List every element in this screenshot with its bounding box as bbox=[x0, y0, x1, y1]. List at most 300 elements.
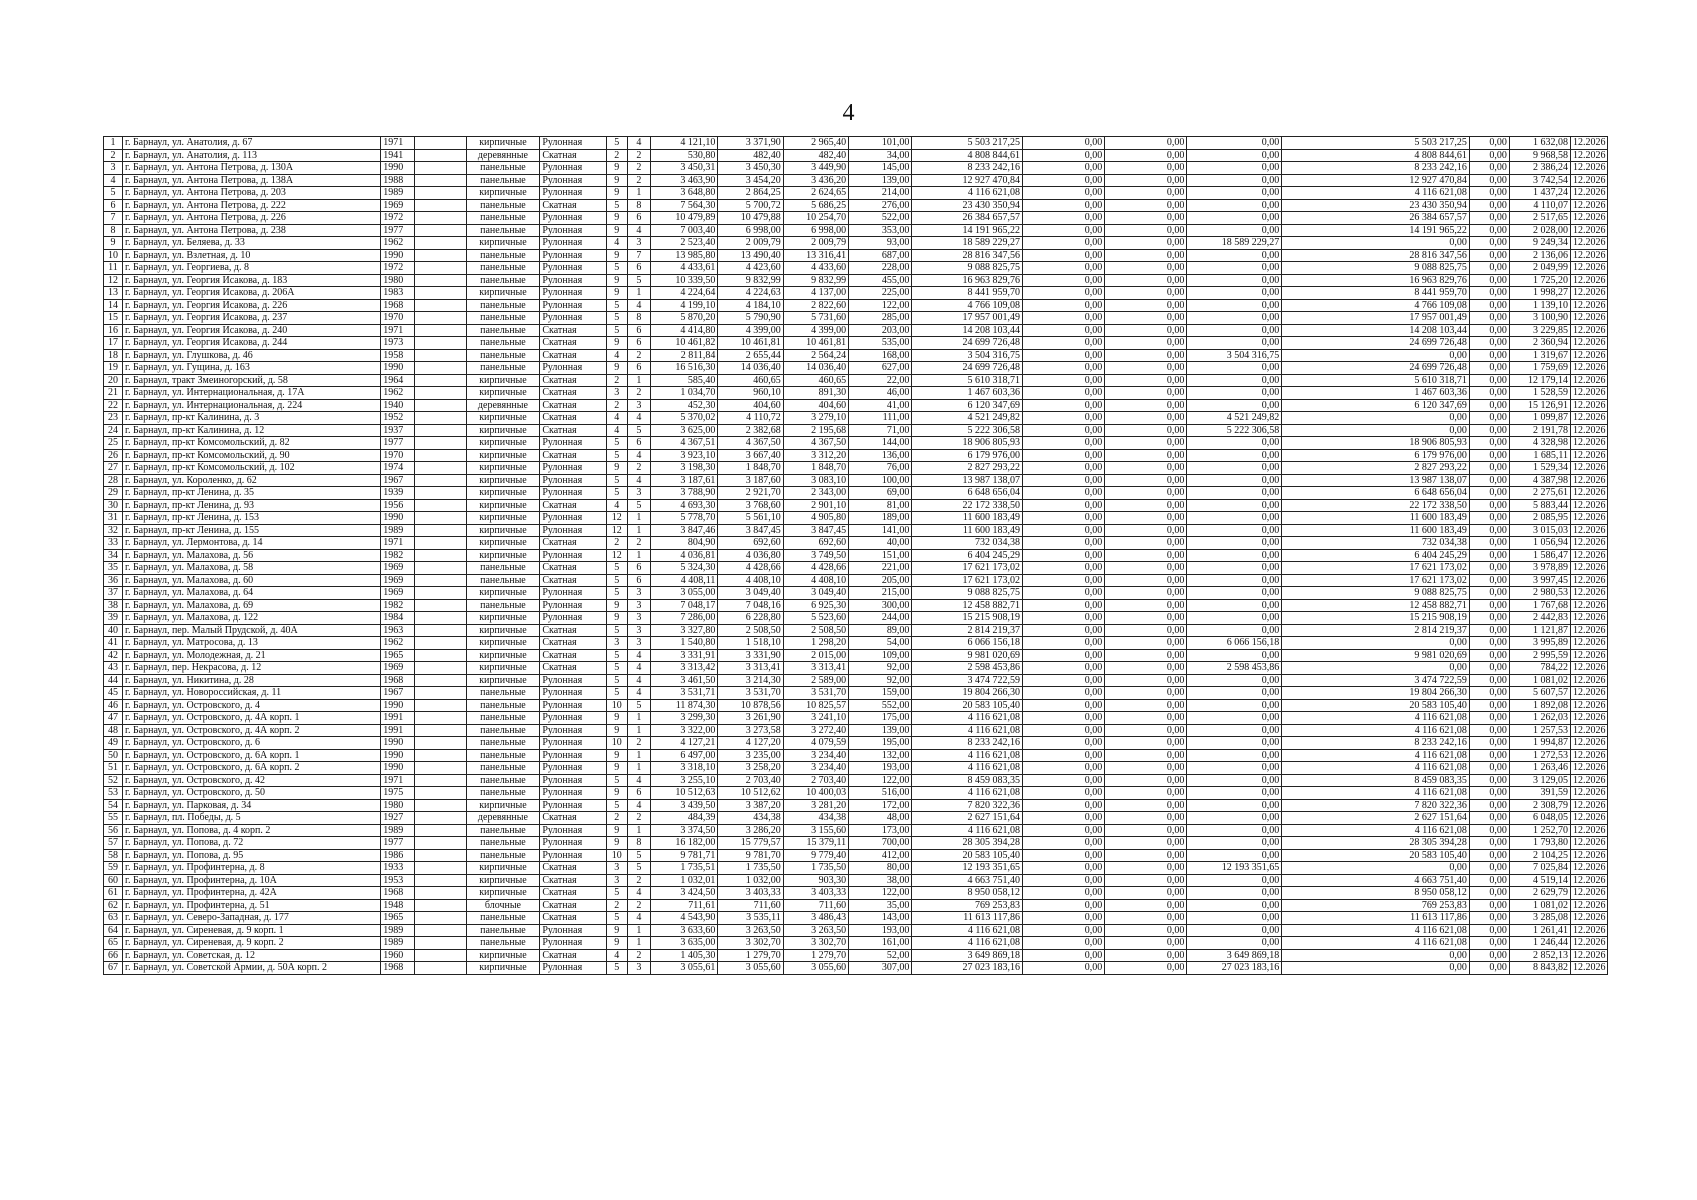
fund-cost-cell: 0,00 bbox=[1022, 424, 1104, 437]
spacer-cell bbox=[414, 762, 466, 775]
fund-cost-cell: 0,00 bbox=[1022, 799, 1104, 812]
local-budget-cell: 3 649 869,18 bbox=[1187, 949, 1282, 962]
unit-cost-cell: 15 126,91 bbox=[1509, 399, 1570, 412]
row-number-cell: 47 bbox=[104, 712, 123, 725]
roof-type-cell: Рулонная bbox=[540, 524, 606, 537]
owners-funds-cell: 9 088 825,75 bbox=[1282, 262, 1470, 275]
deadline-cell: 12.2026 bbox=[1571, 787, 1608, 800]
roof-type-cell: Рулонная bbox=[540, 699, 606, 712]
deadline-cell: 12.2026 bbox=[1571, 224, 1608, 237]
row-number-cell: 17 bbox=[104, 337, 123, 350]
deadline-cell: 12.2026 bbox=[1571, 724, 1608, 737]
spacer-cell bbox=[414, 899, 466, 912]
wall-material-cell: панельные bbox=[466, 299, 540, 312]
total-cost-cell: 14 191 965,22 bbox=[912, 224, 1023, 237]
entrances-cell: 4 bbox=[627, 687, 650, 700]
total-area-cell: 7 286,00 bbox=[650, 612, 717, 625]
total-area-cell: 13 985,80 bbox=[650, 249, 717, 262]
address-cell: г. Барнаул, пр-кт Ленина, д. 153 bbox=[122, 512, 380, 525]
wall-material-cell: кирпичные bbox=[466, 412, 540, 425]
year-cell: 1948 bbox=[381, 899, 415, 912]
fund-cost-cell: 0,00 bbox=[1022, 449, 1104, 462]
fund-cost-cell: 0,00 bbox=[1022, 574, 1104, 587]
spacer-cell bbox=[414, 674, 466, 687]
roof-type-cell: Рулонная bbox=[540, 674, 606, 687]
total-cost-cell: 9 088 825,75 bbox=[912, 262, 1023, 275]
total-area-cell: 10 479,89 bbox=[650, 212, 717, 225]
owners-funds-cell: 8 233 242,16 bbox=[1282, 162, 1470, 175]
entrances-cell: 2 bbox=[627, 162, 650, 175]
total-cost-cell: 12 927 470,84 bbox=[912, 174, 1023, 187]
area-cell: 2 382,68 bbox=[718, 424, 783, 437]
year-cell: 1990 bbox=[381, 699, 415, 712]
entrances-cell: 7 bbox=[627, 249, 650, 262]
living-area-cell: 4 905,80 bbox=[783, 512, 848, 525]
fund-cost-cell: 0,00 bbox=[1022, 524, 1104, 537]
roof-type-cell: Скатная bbox=[540, 887, 606, 900]
fund-cost-cell: 0,00 bbox=[1022, 387, 1104, 400]
table-row bbox=[104, 862, 1608, 875]
spacer-cell bbox=[414, 549, 466, 562]
roof-type-cell: Рулонная bbox=[540, 762, 606, 775]
unit-cost-cell: 2 275,61 bbox=[1509, 487, 1570, 500]
floors-cell: 5 bbox=[606, 799, 627, 812]
entrances-cell: 4 bbox=[627, 224, 650, 237]
total-cost-cell: 4 116 621,08 bbox=[912, 824, 1023, 837]
year-cell: 1980 bbox=[381, 799, 415, 812]
subject-budget-cell: 0,00 bbox=[1105, 874, 1187, 887]
owners-funds-cell: 4 116 621,08 bbox=[1282, 187, 1470, 200]
row-number-cell: 22 bbox=[104, 399, 123, 412]
deadline-cell: 12.2026 bbox=[1571, 824, 1608, 837]
table-row bbox=[104, 337, 1608, 350]
entrances-cell: 6 bbox=[627, 437, 650, 450]
fund-cost-cell: 0,00 bbox=[1022, 812, 1104, 825]
wall-material-cell: кирпичные bbox=[466, 637, 540, 650]
total-cost-cell: 14 208 103,44 bbox=[912, 324, 1023, 337]
deadline-cell: 12.2026 bbox=[1571, 712, 1608, 725]
year-cell: 1988 bbox=[381, 174, 415, 187]
address-cell: г. Барнаул, ул. Анатолия, д. 113 bbox=[122, 149, 380, 162]
wall-material-cell: панельные bbox=[466, 937, 540, 950]
total-cost-cell: 4 116 621,08 bbox=[912, 724, 1023, 737]
living-area-cell: 3 272,40 bbox=[783, 724, 848, 737]
total-cost-cell: 11 600 183,49 bbox=[912, 524, 1023, 537]
local-budget-cell: 0,00 bbox=[1187, 824, 1282, 837]
subject-budget-cell: 0,00 bbox=[1105, 524, 1187, 537]
row-number-cell: 4 bbox=[104, 174, 123, 187]
total-cost-cell: 8 233 242,16 bbox=[912, 162, 1023, 175]
residents-cell: 111,00 bbox=[849, 412, 912, 425]
wall-material-cell: кирпичные bbox=[466, 862, 540, 875]
wall-material-cell: кирпичные bbox=[466, 499, 540, 512]
wall-material-cell: кирпичные bbox=[466, 874, 540, 887]
address-cell: г. Барнаул, ул. Гущина, д. 163 bbox=[122, 362, 380, 375]
other-funds-cell: 0,00 bbox=[1469, 349, 1509, 362]
other-funds-cell: 0,00 bbox=[1469, 199, 1509, 212]
total-area-cell: 1 032,01 bbox=[650, 874, 717, 887]
spacer-cell bbox=[414, 462, 466, 475]
owners-funds-cell: 2 827 293,22 bbox=[1282, 462, 1470, 475]
table-row bbox=[104, 149, 1608, 162]
deadline-cell: 12.2026 bbox=[1571, 287, 1608, 300]
floors-cell: 3 bbox=[606, 387, 627, 400]
row-number-cell: 58 bbox=[104, 849, 123, 862]
living-area-cell: 3 279,10 bbox=[783, 412, 848, 425]
address-cell: г. Барнаул, ул. Профинтерна, д. 42А bbox=[122, 887, 380, 900]
address-cell: г. Барнаул, ул. Малахова, д. 60 bbox=[122, 574, 380, 587]
local-budget-cell: 0,00 bbox=[1187, 624, 1282, 637]
total-area-cell: 10 461,82 bbox=[650, 337, 717, 350]
unit-cost-cell: 1 246,44 bbox=[1509, 937, 1570, 950]
roof-type-cell: Рулонная bbox=[540, 924, 606, 937]
deadline-cell: 12.2026 bbox=[1571, 299, 1608, 312]
deadline-cell: 12.2026 bbox=[1571, 837, 1608, 850]
spacer-cell bbox=[414, 749, 466, 762]
entrances-cell: 3 bbox=[627, 962, 650, 975]
unit-cost-cell: 3 100,90 bbox=[1509, 312, 1570, 325]
owners-funds-cell: 22 172 338,50 bbox=[1282, 499, 1470, 512]
total-area-cell: 11 874,30 bbox=[650, 699, 717, 712]
address-cell: г. Барнаул, ул. Глушкова, д. 46 bbox=[122, 349, 380, 362]
row-number-cell: 61 bbox=[104, 887, 123, 900]
total-cost-cell: 5 222 306,58 bbox=[912, 424, 1023, 437]
spacer-cell bbox=[414, 737, 466, 750]
roof-type-cell: Рулонная bbox=[540, 262, 606, 275]
fund-cost-cell: 0,00 bbox=[1022, 849, 1104, 862]
unit-cost-cell: 2 136,06 bbox=[1509, 249, 1570, 262]
page-number: 4 bbox=[842, 100, 855, 126]
area-cell: 3 055,60 bbox=[718, 962, 783, 975]
fund-cost-cell: 0,00 bbox=[1022, 187, 1104, 200]
area-cell: 2 508,50 bbox=[718, 624, 783, 637]
fund-cost-cell: 0,00 bbox=[1022, 674, 1104, 687]
table-row bbox=[104, 649, 1608, 662]
total-area-cell: 484,39 bbox=[650, 812, 717, 825]
residents-cell: 46,00 bbox=[849, 387, 912, 400]
residents-cell: 34,00 bbox=[849, 149, 912, 162]
spacer-cell bbox=[414, 862, 466, 875]
fund-cost-cell: 0,00 bbox=[1022, 149, 1104, 162]
wall-material-cell: панельные bbox=[466, 162, 540, 175]
row-number-cell: 7 bbox=[104, 212, 123, 225]
area-cell: 3 535,11 bbox=[718, 912, 783, 925]
spacer-cell bbox=[414, 362, 466, 375]
deadline-cell: 12.2026 bbox=[1571, 549, 1608, 562]
living-area-cell: 1 279,70 bbox=[783, 949, 848, 962]
floors-cell: 5 bbox=[606, 299, 627, 312]
total-area-cell: 16 516,30 bbox=[650, 362, 717, 375]
living-area-cell: 2 015,00 bbox=[783, 649, 848, 662]
table-row bbox=[104, 187, 1608, 200]
address-cell: г. Барнаул, ул. Малахова, д. 58 bbox=[122, 562, 380, 575]
total-area-cell: 4 408,11 bbox=[650, 574, 717, 587]
address-cell: г. Барнаул, ул. Малахова, д. 64 bbox=[122, 587, 380, 600]
year-cell: 1991 bbox=[381, 724, 415, 737]
row-number-cell: 2 bbox=[104, 149, 123, 162]
living-area-cell: 9 832,99 bbox=[783, 274, 848, 287]
deadline-cell: 12.2026 bbox=[1571, 237, 1608, 250]
table-row bbox=[104, 937, 1608, 950]
spacer-cell bbox=[414, 874, 466, 887]
spacer-cell bbox=[414, 299, 466, 312]
spacer-cell bbox=[414, 262, 466, 275]
spacer-cell bbox=[414, 912, 466, 925]
year-cell: 1989 bbox=[381, 824, 415, 837]
residents-cell: 168,00 bbox=[849, 349, 912, 362]
address-cell: г. Барнаул, ул. Антона Петрова, д. 138А bbox=[122, 174, 380, 187]
total-cost-cell: 11 613 117,86 bbox=[912, 912, 1023, 925]
spacer-cell bbox=[414, 562, 466, 575]
floors-cell: 10 bbox=[606, 849, 627, 862]
entrances-cell: 4 bbox=[627, 887, 650, 900]
subject-budget-cell: 0,00 bbox=[1105, 562, 1187, 575]
fund-cost-cell: 0,00 bbox=[1022, 899, 1104, 912]
year-cell: 1971 bbox=[381, 537, 415, 550]
floors-cell: 5 bbox=[606, 324, 627, 337]
roof-type-cell: Скатная bbox=[540, 149, 606, 162]
year-cell: 1990 bbox=[381, 749, 415, 762]
area-cell: 3 286,20 bbox=[718, 824, 783, 837]
residents-cell: 189,00 bbox=[849, 512, 912, 525]
entrances-cell: 1 bbox=[627, 762, 650, 775]
area-cell: 10 878,56 bbox=[718, 699, 783, 712]
living-area-cell: 3 263,50 bbox=[783, 924, 848, 937]
total-cost-cell: 23 430 350,94 bbox=[912, 199, 1023, 212]
total-cost-cell: 4 116 621,08 bbox=[912, 187, 1023, 200]
deadline-cell: 12.2026 bbox=[1571, 212, 1608, 225]
owners-funds-cell: 4 766 109,08 bbox=[1282, 299, 1470, 312]
table-row bbox=[104, 599, 1608, 612]
wall-material-cell: панельные bbox=[466, 687, 540, 700]
unit-cost-cell: 2 308,79 bbox=[1509, 799, 1570, 812]
subject-budget-cell: 0,00 bbox=[1105, 199, 1187, 212]
address-cell: г. Барнаул, ул. Парковая, д. 34 bbox=[122, 799, 380, 812]
wall-material-cell: панельные bbox=[466, 837, 540, 850]
local-budget-cell: 0,00 bbox=[1187, 587, 1282, 600]
floors-cell: 2 bbox=[606, 149, 627, 162]
total-cost-cell: 4 766 109,08 bbox=[912, 299, 1023, 312]
other-funds-cell: 0,00 bbox=[1469, 924, 1509, 937]
floors-cell: 9 bbox=[606, 749, 627, 762]
entrances-cell: 1 bbox=[627, 724, 650, 737]
spacer-cell bbox=[414, 137, 466, 150]
area-cell: 5 561,10 bbox=[718, 512, 783, 525]
total-cost-cell: 24 699 726,48 bbox=[912, 362, 1023, 375]
other-funds-cell: 0,00 bbox=[1469, 699, 1509, 712]
wall-material-cell: кирпичные bbox=[466, 649, 540, 662]
subject-budget-cell: 0,00 bbox=[1105, 174, 1187, 187]
address-cell: г. Барнаул, ул. Островского, д. 4А корп. 2 bbox=[122, 724, 380, 737]
roof-type-cell: Рулонная bbox=[540, 737, 606, 750]
table-row bbox=[104, 912, 1608, 925]
total-area-cell: 3 847,46 bbox=[650, 524, 717, 537]
unit-cost-cell: 1 081,02 bbox=[1509, 674, 1570, 687]
owners-funds-cell: 26 384 657,57 bbox=[1282, 212, 1470, 225]
total-cost-cell: 17 957 001,49 bbox=[912, 312, 1023, 325]
row-number-cell: 18 bbox=[104, 349, 123, 362]
spacer-cell bbox=[414, 699, 466, 712]
fund-cost-cell: 0,00 bbox=[1022, 399, 1104, 412]
entrances-cell: 3 bbox=[627, 237, 650, 250]
wall-material-cell: кирпичные bbox=[466, 587, 540, 600]
living-area-cell: 3 403,33 bbox=[783, 887, 848, 900]
year-cell: 1991 bbox=[381, 712, 415, 725]
total-cost-cell: 16 963 829,76 bbox=[912, 274, 1023, 287]
total-area-cell: 3 299,30 bbox=[650, 712, 717, 725]
deadline-cell: 12.2026 bbox=[1571, 512, 1608, 525]
row-number-cell: 13 bbox=[104, 287, 123, 300]
spacer-cell bbox=[414, 324, 466, 337]
unit-cost-cell: 1 793,80 bbox=[1509, 837, 1570, 850]
local-budget-cell: 4 521 249,82 bbox=[1187, 412, 1282, 425]
floors-cell: 5 bbox=[606, 687, 627, 700]
year-cell: 1937 bbox=[381, 424, 415, 437]
total-area-cell: 7 003,40 bbox=[650, 224, 717, 237]
total-area-cell: 3 255,10 bbox=[650, 774, 717, 787]
subject-budget-cell: 0,00 bbox=[1105, 462, 1187, 475]
row-number-cell: 45 bbox=[104, 687, 123, 700]
floors-cell: 5 bbox=[606, 262, 627, 275]
owners-funds-cell: 24 699 726,48 bbox=[1282, 362, 1470, 375]
address-cell: г. Барнаул, ул. Островского, д. 50 bbox=[122, 787, 380, 800]
local-budget-cell: 3 504 316,75 bbox=[1187, 349, 1282, 362]
row-number-cell: 43 bbox=[104, 662, 123, 675]
total-area-cell: 7 048,17 bbox=[650, 599, 717, 612]
local-budget-cell: 0,00 bbox=[1187, 837, 1282, 850]
table-row bbox=[104, 899, 1608, 912]
deadline-cell: 12.2026 bbox=[1571, 624, 1608, 637]
residents-cell: 92,00 bbox=[849, 662, 912, 675]
year-cell: 1969 bbox=[381, 562, 415, 575]
owners-funds-cell: 6 404 245,29 bbox=[1282, 549, 1470, 562]
living-area-cell: 5 523,60 bbox=[783, 612, 848, 625]
residents-cell: 195,00 bbox=[849, 737, 912, 750]
residents-cell: 93,00 bbox=[849, 237, 912, 250]
total-area-cell: 4 199,10 bbox=[650, 299, 717, 312]
year-cell: 1952 bbox=[381, 412, 415, 425]
row-number-cell: 11 bbox=[104, 262, 123, 275]
total-cost-cell: 2 814 219,37 bbox=[912, 624, 1023, 637]
living-area-cell: 10 400,03 bbox=[783, 787, 848, 800]
entrances-cell: 4 bbox=[627, 662, 650, 675]
residents-cell: 276,00 bbox=[849, 199, 912, 212]
living-area-cell: 3 241,10 bbox=[783, 712, 848, 725]
unit-cost-cell: 2 852,13 bbox=[1509, 949, 1570, 962]
total-area-cell: 4 433,61 bbox=[650, 262, 717, 275]
living-area-cell: 15 379,11 bbox=[783, 837, 848, 850]
floors-cell: 9 bbox=[606, 287, 627, 300]
unit-cost-cell: 9 249,34 bbox=[1509, 237, 1570, 250]
area-cell: 3 263,50 bbox=[718, 924, 783, 937]
address-cell: г. Барнаул, ул. Островского, д. 6А корп. 2 bbox=[122, 762, 380, 775]
table-row bbox=[104, 412, 1608, 425]
wall-material-cell: кирпичные bbox=[466, 674, 540, 687]
wall-material-cell: панельные bbox=[466, 174, 540, 187]
floors-cell: 9 bbox=[606, 212, 627, 225]
subject-budget-cell: 0,00 bbox=[1105, 337, 1187, 350]
local-budget-cell: 0,00 bbox=[1187, 849, 1282, 862]
subject-budget-cell: 0,00 bbox=[1105, 674, 1187, 687]
fund-cost-cell: 0,00 bbox=[1022, 299, 1104, 312]
total-area-cell: 10 339,50 bbox=[650, 274, 717, 287]
area-cell: 2 703,40 bbox=[718, 774, 783, 787]
total-area-cell: 530,80 bbox=[650, 149, 717, 162]
row-number-cell: 35 bbox=[104, 562, 123, 575]
residents-cell: 627,00 bbox=[849, 362, 912, 375]
total-area-cell: 4 036,81 bbox=[650, 549, 717, 562]
deadline-cell: 12.2026 bbox=[1571, 449, 1608, 462]
unit-cost-cell: 3 978,89 bbox=[1509, 562, 1570, 575]
living-area-cell: 3 049,40 bbox=[783, 587, 848, 600]
total-area-cell: 3 450,31 bbox=[650, 162, 717, 175]
floors-cell: 9 bbox=[606, 724, 627, 737]
roof-type-cell: Скатная bbox=[540, 399, 606, 412]
wall-material-cell: панельные bbox=[466, 924, 540, 937]
living-area-cell: 3 531,70 bbox=[783, 687, 848, 700]
row-number-cell: 39 bbox=[104, 612, 123, 625]
unit-cost-cell: 1 759,69 bbox=[1509, 362, 1570, 375]
unit-cost-cell: 1 252,70 bbox=[1509, 824, 1570, 837]
total-area-cell: 1 540,80 bbox=[650, 637, 717, 650]
total-cost-cell: 732 034,38 bbox=[912, 537, 1023, 550]
spacer-cell bbox=[414, 237, 466, 250]
table-row bbox=[104, 387, 1608, 400]
subject-budget-cell: 0,00 bbox=[1105, 149, 1187, 162]
subject-budget-cell: 0,00 bbox=[1105, 399, 1187, 412]
spacer-cell bbox=[414, 612, 466, 625]
fund-cost-cell: 0,00 bbox=[1022, 874, 1104, 887]
wall-material-cell: кирпичные bbox=[466, 887, 540, 900]
local-budget-cell: 0,00 bbox=[1187, 737, 1282, 750]
entrances-cell: 8 bbox=[627, 837, 650, 850]
residents-cell: 122,00 bbox=[849, 299, 912, 312]
floors-cell: 5 bbox=[606, 912, 627, 925]
fund-cost-cell: 0,00 bbox=[1022, 549, 1104, 562]
deadline-cell: 12.2026 bbox=[1571, 587, 1608, 600]
row-number-cell: 41 bbox=[104, 637, 123, 650]
row-number-cell: 14 bbox=[104, 299, 123, 312]
roof-type-cell: Рулонная bbox=[540, 837, 606, 850]
area-cell: 15 779,57 bbox=[718, 837, 783, 850]
living-area-cell: 4 433,60 bbox=[783, 262, 848, 275]
area-cell: 5 790,90 bbox=[718, 312, 783, 325]
residents-cell: 52,00 bbox=[849, 949, 912, 962]
fund-cost-cell: 0,00 bbox=[1022, 337, 1104, 350]
floors-cell: 12 bbox=[606, 512, 627, 525]
living-area-cell: 1 298,20 bbox=[783, 637, 848, 650]
table-row bbox=[104, 662, 1608, 675]
residents-cell: 22,00 bbox=[849, 374, 912, 387]
roof-type-cell: Скатная bbox=[540, 912, 606, 925]
roof-type-cell: Скатная bbox=[540, 387, 606, 400]
other-funds-cell: 0,00 bbox=[1469, 962, 1509, 975]
spacer-cell bbox=[414, 449, 466, 462]
wall-material-cell: кирпичные bbox=[466, 549, 540, 562]
total-area-cell: 1 735,51 bbox=[650, 862, 717, 875]
residents-cell: 159,00 bbox=[849, 687, 912, 700]
wall-material-cell: панельные bbox=[466, 249, 540, 262]
unit-cost-cell: 8 843,82 bbox=[1509, 962, 1570, 975]
address-cell: г. Барнаул, ул. Сиреневая, д. 9 корп. 2 bbox=[122, 937, 380, 950]
owners-funds-cell: 8 441 959,70 bbox=[1282, 287, 1470, 300]
local-budget-cell: 0,00 bbox=[1187, 887, 1282, 900]
living-area-cell: 2 822,60 bbox=[783, 299, 848, 312]
address-cell: г. Барнаул, ул. Профинтерна, д. 8 bbox=[122, 862, 380, 875]
entrances-cell: 6 bbox=[627, 324, 650, 337]
subject-budget-cell: 0,00 bbox=[1105, 649, 1187, 662]
entrances-cell: 6 bbox=[627, 212, 650, 225]
